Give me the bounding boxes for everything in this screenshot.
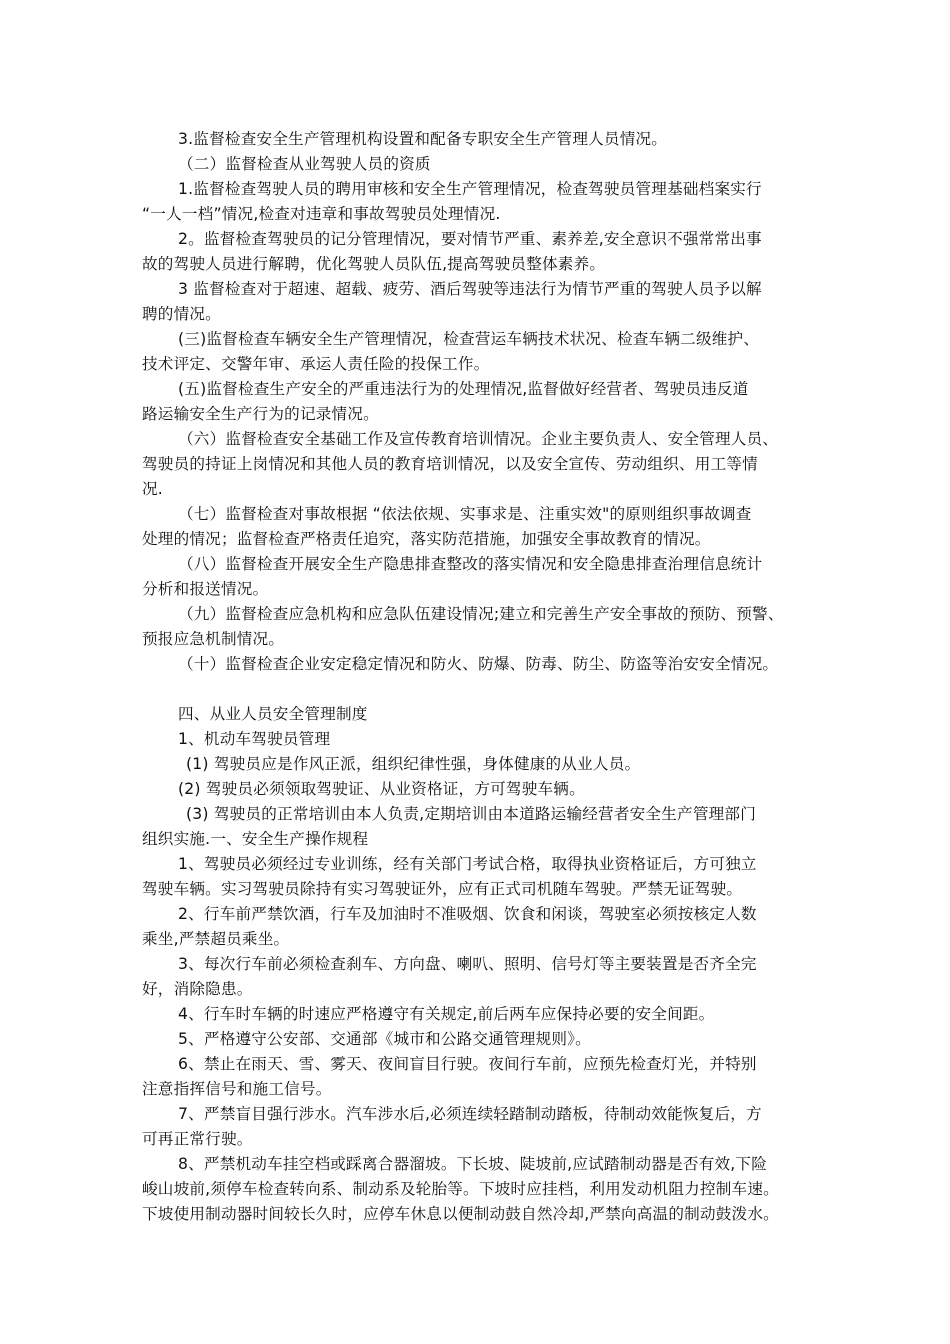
subsection-heading: 1、机动车驾驶员管理 bbox=[178, 730, 331, 748]
text-line: 1、驾驶员必须经过专业训练，经有关部门考试合格，取得执业资格证后，方可独立 bbox=[178, 855, 757, 873]
text-line: 况. bbox=[142, 480, 163, 498]
section-heading: （七）监督检查对事故根据 “依法依规、实事求是、注重实效"的原则组织事故调查 bbox=[178, 505, 752, 523]
text-line: 3 监督检查对于超速、超载、疲劳、酒后驾驶等违法行为情节严重的驾驶人员予以解 bbox=[178, 280, 762, 298]
text-line: “一人一档”情况,检查对违章和事故驾驶员处理情况. bbox=[142, 205, 501, 223]
text-line: 3、每次行车前必须检查刹车、方向盘、喇叭、照明、信号灯等主要装置是否齐全完 bbox=[178, 955, 757, 973]
text-line: 7、严禁盲目强行涉水。汽车涉水后,必须连续轻踏制动踏板，待制动效能恢复后，方 bbox=[178, 1105, 762, 1123]
text-line: 驾驶车辆。实习驾驶员除持有实习驾驶证外，应有正式司机随车驾驶。严禁无证驾驶。 bbox=[142, 880, 743, 898]
section-heading: （八）监督检查开展安全生产隐患排查整改的落实情况和安全隐患排查治理信息统计 bbox=[178, 555, 763, 573]
section-heading: （九）监督检查应急机构和应急队伍建设情况;建立和完善生产安全事故的预防、预警、 bbox=[178, 605, 784, 623]
text-line: 路运输安全生产行为的记录情况。 bbox=[142, 405, 379, 423]
text-line: 1.监督检查驾驶人员的聘用审核和安全生产管理情况，检查驾驶员管理基础档案实行 bbox=[178, 180, 762, 198]
list-item: (1) 驾驶员应是作风正派，组织纪律性强，身体健康的从业人员。 bbox=[186, 755, 641, 773]
text-line: 好，消除隐患。 bbox=[142, 980, 253, 998]
section-heading: （六）监督检查安全基础工作及宣传教育培训情况。企业主要负责人、安全管理人员、 bbox=[178, 430, 779, 448]
text-line: 技术评定、交警年审、承运人责任险的投保工作。 bbox=[142, 355, 490, 373]
list-item: (2) 驾驶员必须领取驾驶证、从业资格证，方可驾驶车辆。 bbox=[178, 780, 585, 798]
text-line: 预报应急机制情况。 bbox=[142, 630, 285, 648]
section-heading: (五)监督检查生产安全的严重违法行为的处理情况,监督做好经营者、驾驶员违反道 bbox=[178, 380, 749, 398]
text-line: 分析和报送情况。 bbox=[142, 580, 269, 598]
list-item: (3) 驾驶员的正常培训由本人负责,定期培训由本道路运输经营者安全生产管理部门 bbox=[186, 805, 756, 823]
text-line: 处理的情况；监督检查严格责任追究，落实防范措施，加强安全事故教育的情况。 bbox=[142, 530, 711, 548]
text-line: 故的驾驶人员进行解聘，优化驾驶人员队伍,提高驾驶员整体素养。 bbox=[142, 255, 606, 273]
text-line: 聘的情况。 bbox=[142, 305, 221, 323]
text-line: 组织实施.一、安全生产操作规程 bbox=[142, 830, 369, 848]
section-heading: （十）监督检查企业安定稳定情况和防火、防爆、防毒、防尘、防盗等治安安全情况。 bbox=[178, 655, 779, 673]
text-line: 可再正常行驶。 bbox=[142, 1130, 253, 1148]
text-line: 6、禁止在雨天、雪、雾天、夜间盲目行驶。夜间行车前，应预先检查灯光，并特别 bbox=[178, 1055, 757, 1073]
text-line: 驾驶员的持证上岗情况和其他人员的教育培训情况，以及安全宣传、劳动组织、用工等情 bbox=[142, 455, 758, 473]
text-line: 2、行车前严禁饮酒，行车及加油时不准吸烟、饮食和闲谈，驾驶室必须按核定人数 bbox=[178, 905, 757, 923]
text-line: 乘坐,严禁超员乘坐。 bbox=[142, 930, 290, 948]
text-line: 3.监督检查安全生产管理机构设置和配备专职安全生产管理人员情况。 bbox=[178, 130, 668, 148]
chapter-heading: 四、从业人员安全管理制度 bbox=[178, 705, 368, 723]
text-line: 5、严格遵守公安部、交通部《城市和公路交通管理规则》。 bbox=[178, 1030, 591, 1048]
text-line: 下坡使用制动器时间较长久时，应停车休息以便制动鼓自然冷却,严禁向高温的制动鼓泼水。 bbox=[142, 1205, 779, 1223]
text-line: 2。监督检查驾驶员的记分管理情况，要对情节严重、素养差,安全意识不强常常出事 bbox=[178, 230, 762, 248]
text-line: 注意指挥信号和施工信号。 bbox=[142, 1080, 332, 1098]
section-heading: （二）监督检查从业驾驶人员的资质 bbox=[178, 155, 431, 173]
section-heading: (三)监督检查车辆安全生产管理情况，检查营运车辆技术状况、检查车辆二级维护、 bbox=[178, 330, 760, 348]
text-line: 8、严禁机动车挂空档或踩离合器溜坡。下长坡、陡坡前,应试踏制动器是否有效,下险 bbox=[178, 1155, 768, 1173]
text-line: 4、行车时车辆的时速应严格遵守有关规定,前后两车应保持必要的安全间距。 bbox=[178, 1005, 715, 1023]
text-line: 峻山坡前,须停车检查转向系、制动系及轮胎等。下坡时应挂档，利用发动机阻力控制车速。 bbox=[142, 1180, 779, 1198]
